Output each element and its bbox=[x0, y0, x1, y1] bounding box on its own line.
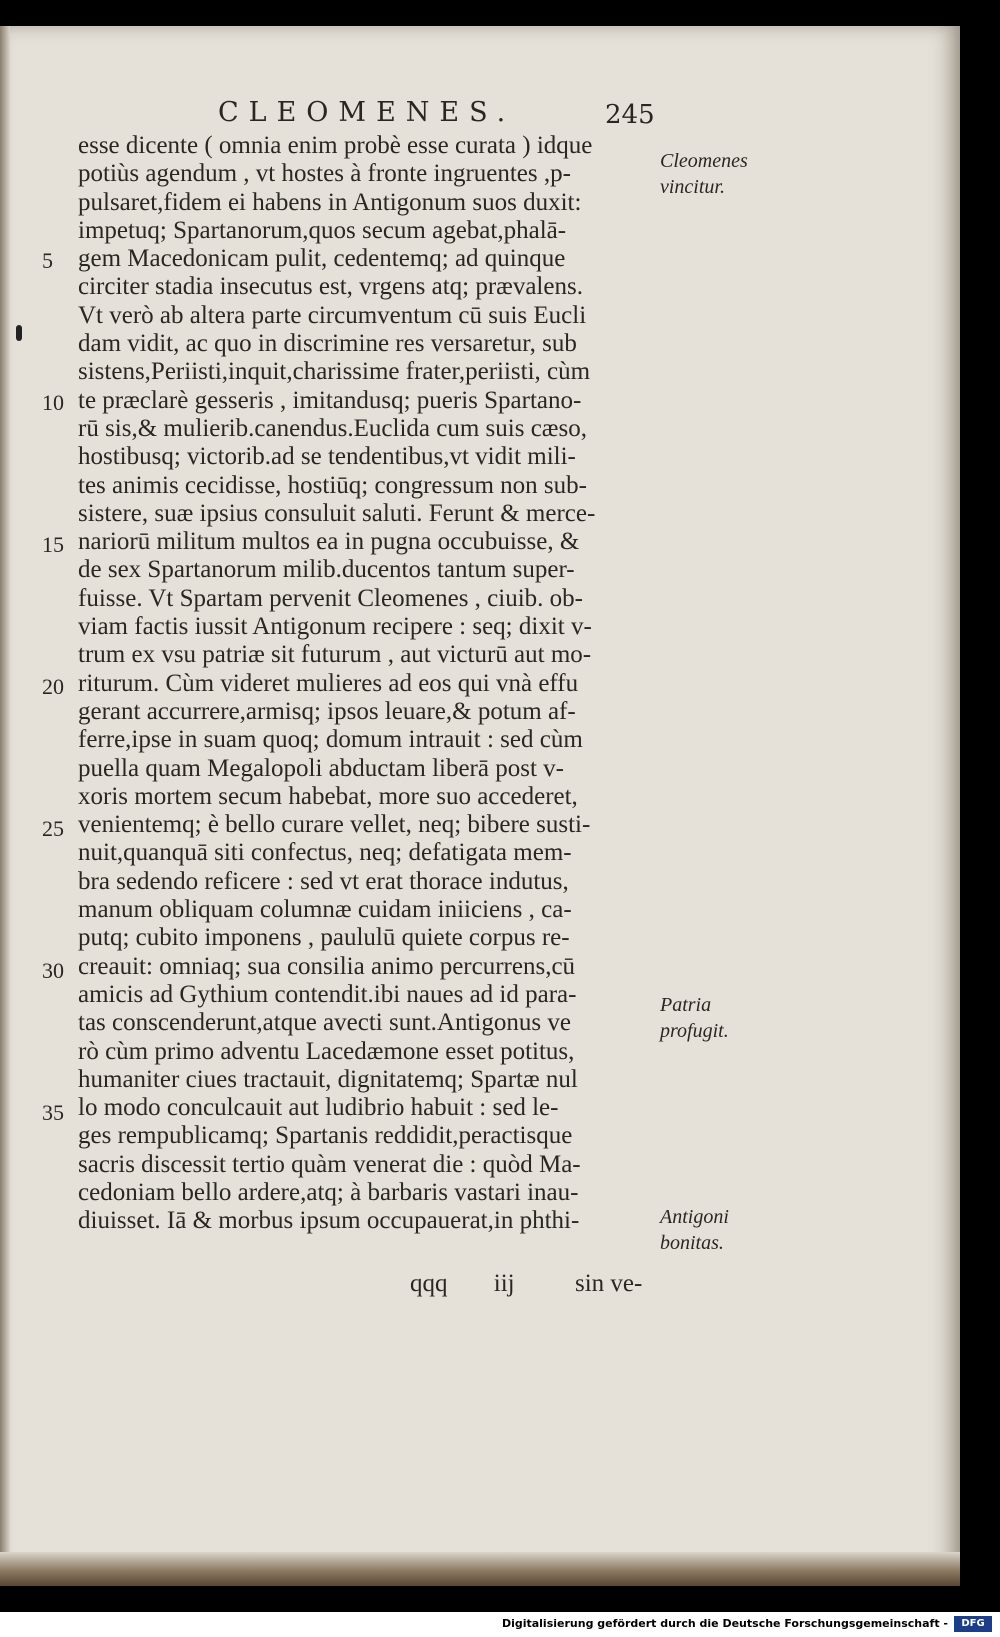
page-edge-bottom bbox=[0, 1552, 960, 1586]
text-line: manum obliquam columnæ cuidam iniiciens , ca- bbox=[78, 896, 572, 924]
text-line: potiùs agendum , vt hostes à fronte ingruentes ,p- bbox=[78, 160, 571, 188]
margin-note: Cleomenes vincitur. bbox=[660, 150, 748, 198]
text-line: diuisset. Iā & morbus ipsum occupauerat,in phthi- bbox=[78, 1207, 580, 1235]
dfg-logo: DFG bbox=[954, 1616, 992, 1632]
text-line: rò cùm primo adventu Lacedæmone esset potitus, bbox=[78, 1037, 575, 1065]
text-line: pulsaret,fidem ei habens in Antigonum suos duxit: bbox=[78, 188, 582, 216]
page-number: 245 bbox=[605, 100, 655, 130]
funding-notice: Digitalisierung gefördert durch die Deutsche Forschungsgemeinschaft - bbox=[501, 1617, 948, 1630]
margin-note: Antigoni bonitas. bbox=[660, 1206, 729, 1254]
text-line: circiter stadia insecutus est, vrgens atq; prævalens. bbox=[78, 273, 583, 301]
text-line: impetuq; Spartanorum,quos secum agebat,phalā- bbox=[78, 216, 567, 244]
text-line: humaniter ciues tractauit, dignitatemq; Spartæ nul bbox=[78, 1065, 578, 1093]
text-line: riturum. Cùm videret mulieres ad eos qui vnà effu bbox=[78, 669, 579, 697]
text-line: bra sedendo reficere : sed vt erat thorace indutus, bbox=[78, 867, 569, 895]
body-text bbox=[78, 132, 658, 1236]
line-number: 30 bbox=[42, 958, 64, 983]
text-line: esse dicente ( omnia enim probè esse curata ) idque bbox=[78, 132, 593, 159]
ink-blot bbox=[16, 325, 22, 341]
text-line: venientemq; è bello curare vellet, neq; bibere susti- bbox=[78, 811, 591, 839]
text-line: tas conscenderunt,atque avecti sunt.Antigonus ve bbox=[78, 1009, 571, 1037]
text-line: lo modo conculcauit aut ludibrio habuit : sed le- bbox=[78, 1094, 559, 1122]
line-number: 20 bbox=[42, 674, 64, 699]
line-number: 10 bbox=[42, 390, 64, 415]
text-line: amicis ad Gythium contendit.ibi naues ad id para- bbox=[78, 980, 577, 1008]
text-line: Vt verò ab altera parte circumventum cū suis Eucli bbox=[78, 301, 587, 329]
text-line: nuit,quanquā siti confectus, neq; defatigata mem- bbox=[78, 839, 572, 867]
line-number: 35 bbox=[42, 1100, 64, 1125]
line-number: 25 bbox=[42, 816, 64, 841]
text-line: te præclarè gesseris , imitandusq; pueris Spartano- bbox=[78, 386, 582, 414]
text-line: puella quam Megalopoli abductam liberā post v- bbox=[78, 754, 564, 782]
signature-mark: qqq iij bbox=[410, 1270, 515, 1297]
page-edge-left bbox=[0, 26, 10, 1586]
text-line: xoris mortem secum habebat, more suo accederet, bbox=[78, 782, 578, 810]
text-line: viam factis iussit Antigonum recipere : seq; dixit v- bbox=[78, 613, 592, 641]
text-line: fuisse. Vt Spartam pervenit Cleomenes , ciuib. ob- bbox=[78, 584, 583, 612]
footer-bar bbox=[0, 1612, 1000, 1637]
text-line: cedoniam bello ardere,atq; à barbaris vastari inau- bbox=[78, 1178, 579, 1206]
text-line: de sex Spartanorum milib.ducentos tantum super- bbox=[78, 556, 575, 584]
text-line: gem Macedonicam pulit, cedentemq; ad quinque bbox=[78, 245, 566, 273]
text-line: nariorū militum multos ea in pugna occubuisse, & bbox=[78, 528, 580, 556]
text-line: sistens,Periisti,inquit,charissime frater,periisti, cùm bbox=[78, 358, 591, 386]
text-line: trum ex vsu patriæ sit futurum , aut victurū aut mo- bbox=[78, 641, 592, 669]
text-line: gerant accurrere,armisq; ipsos leuare,& potum af- bbox=[78, 697, 576, 725]
text-line: creauit: omniaq; sua consilia animo percurrens,cū bbox=[78, 952, 576, 980]
text-line: rū sis,& mulierib.canendus.Euclida cum suis cæso, bbox=[78, 414, 587, 442]
line-number: 5 bbox=[42, 248, 53, 273]
text-line: sacris discessit tertio quàm venerat die : quòd Ma- bbox=[78, 1150, 581, 1178]
text-line: dam vidit, ac quo in discrimine res versaretur, sub bbox=[78, 330, 577, 358]
running-title: CLEOMENES. bbox=[218, 97, 516, 128]
catchword: sin ve- bbox=[575, 1270, 643, 1297]
margin-note: Patria profugit. bbox=[660, 994, 729, 1042]
text-line: putq; cubito imponens , paululū quiete corpus re- bbox=[78, 924, 570, 952]
text-line: hostibusq; victorib.ad se tendentibus,vt vidit mili- bbox=[78, 443, 576, 471]
line-number: 15 bbox=[42, 532, 64, 557]
text-line: ferre,ipse in suam quoq; domum intrauit : sed cùm bbox=[78, 726, 583, 754]
text-line: ges rempublicamq; Spartanis reddidit,peractisque bbox=[78, 1122, 573, 1150]
text-line: sistere, suæ ipsius consuluit saluti. Ferunt & merce- bbox=[78, 499, 596, 527]
text-line: tes animis cecidisse, hostiūq; congressum non sub- bbox=[78, 471, 587, 499]
